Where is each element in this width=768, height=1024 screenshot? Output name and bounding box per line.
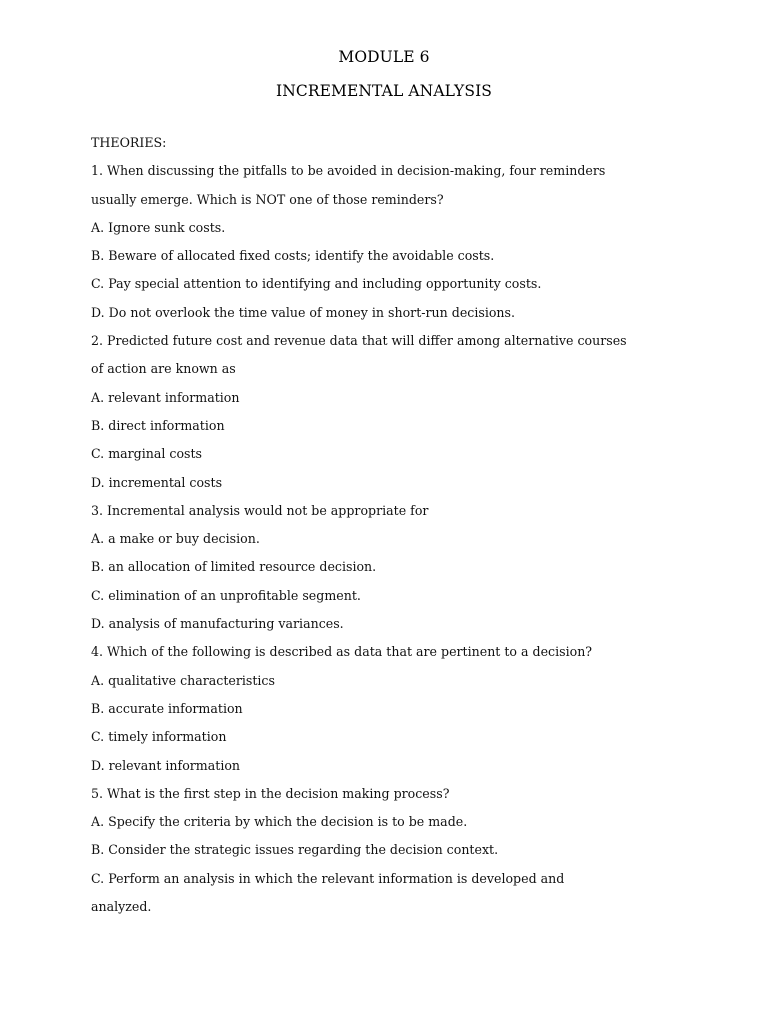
text-line: of action are known as <box>91 361 236 377</box>
text-line: C. elimination of an unprofitable segment. <box>91 587 361 603</box>
text-line: B. direct information <box>91 417 225 433</box>
text-line: 3. Incremental analysis would not be appropriate for <box>91 502 429 518</box>
module-heading: MODULE 6 <box>338 48 430 66</box>
text-line: D. incremental costs <box>91 474 223 490</box>
text-line: B. Beware of allocated fixed costs; identify the avoidable costs. <box>91 248 495 264</box>
text-line: C. marginal costs <box>91 446 203 462</box>
text-line: 1. When discussing the pitfalls to be avoided in decision-making, four reminders <box>91 163 606 179</box>
text-line: 4. Which of the following is described as data that are pertinent to a decision? <box>91 644 593 660</box>
text-line: A. relevant information <box>91 389 240 405</box>
text-line: D. analysis of manufacturing variances. <box>91 616 344 632</box>
text-line: 5. What is the first step in the decision making process? <box>91 785 450 801</box>
text-line: C. Perform an analysis in which the relevant information is developed and <box>91 870 565 886</box>
section-label: THEORIES: <box>91 135 167 150</box>
text-line: A. Specify the criteria by which the decision is to be made. <box>91 814 468 830</box>
text-line: C. timely information <box>91 729 227 745</box>
text-line: A. Ignore sunk costs. <box>91 219 226 235</box>
text-line: B. Consider the strategic issues regarding the decision context. <box>91 842 499 858</box>
text-line: D. relevant information <box>91 757 241 773</box>
text-line: analyzed. <box>91 899 152 915</box>
page-title: INCREMENTAL ANALYSIS <box>275 82 493 100</box>
text-line: D. Do not overlook the time value of money in short-run decisions. <box>91 304 515 320</box>
text-line: B. an allocation of limited resource decision. <box>91 559 377 575</box>
text-line: C. Pay special attention to identifying and including opportunity costs. <box>91 276 542 292</box>
text-line: A. qualitative characteristics <box>91 672 275 688</box>
text-line: 2. Predicted future cost and revenue data that will differ among alternative courses <box>91 333 627 349</box>
text-line: B. accurate information <box>91 700 243 716</box>
question-body <box>91 132 711 924</box>
text-line: usually emerge. Which is NOT one of those reminders? <box>91 191 444 207</box>
text-line: A. a make or buy decision. <box>91 531 260 547</box>
